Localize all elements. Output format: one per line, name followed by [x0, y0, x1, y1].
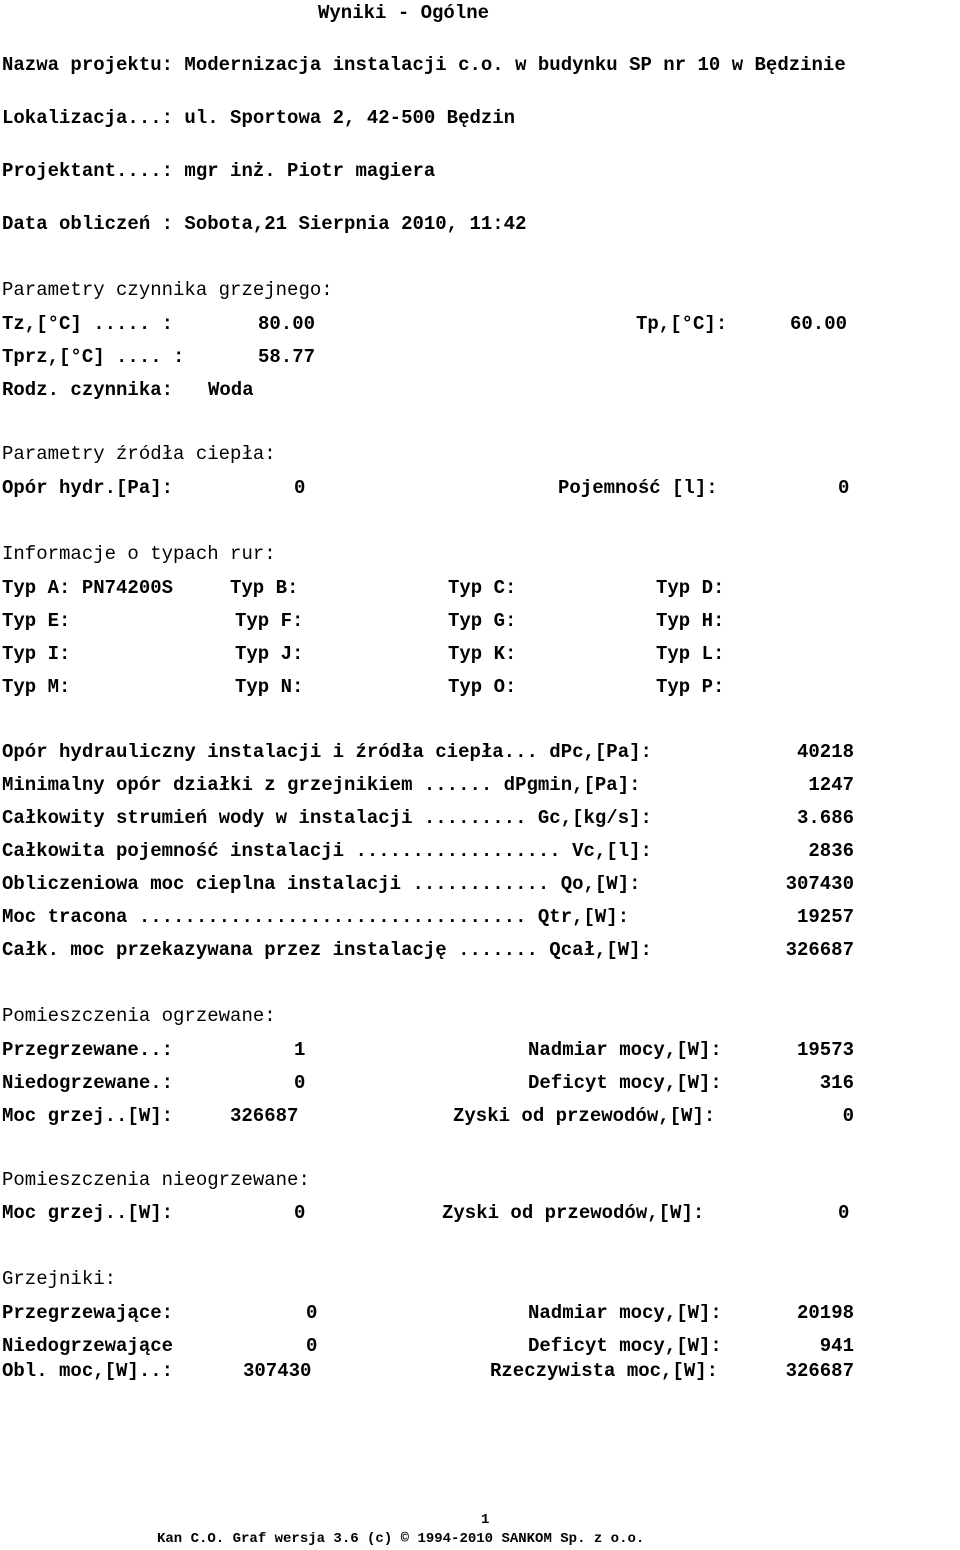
summary-value: 3.686 [796, 807, 854, 829]
overheating-radiators-label: Przegrzewające: [2, 1302, 174, 1324]
summary-value: 19257 [796, 906, 854, 928]
page-number: 1 [481, 1512, 490, 1528]
calculated-power-label: Obl. moc,[W]..: [2, 1360, 174, 1382]
unheated-power-value: 0 [294, 1202, 306, 1224]
overheating-radiators-value: 0 [306, 1302, 318, 1324]
underheating-radiators-value: 0 [306, 1335, 318, 1357]
source-capacity-value: 0 [838, 477, 850, 499]
page-title: Wyniki - Ogólne [318, 2, 490, 24]
pipe-type-cell: Typ K: [448, 643, 517, 665]
radiator-excess-label: Nadmiar mocy,[W]: [528, 1302, 722, 1324]
overheated-label: Przegrzewane..: [2, 1039, 174, 1061]
radiators-heading: Grzejniki: [2, 1268, 117, 1290]
radiator-deficit-value: 941 [819, 1335, 854, 1357]
unheated-rooms-heading: Pomieszczenia nieogrzewane: [2, 1169, 310, 1191]
radiator-deficit-label: Deficyt mocy,[W]: [528, 1335, 722, 1357]
summary-label: Całkowita pojemność instalacji .................. Vc,[l]: [2, 840, 652, 862]
radiator-excess-value: 20198 [796, 1302, 854, 1324]
unheated-power-label: Moc grzej..[W]: [2, 1202, 174, 1224]
source-resistance-label: Opór hydr.[Pa]: [2, 477, 174, 499]
pipe-type-cell: Typ N: [235, 676, 304, 698]
pipe-type-cell: Typ E: [2, 610, 71, 632]
pipe-type-cell: Typ O: [448, 676, 517, 698]
summary-label: Opór hydrauliczny instalacji i źródła ciepła... dPc,[Pa]: [2, 741, 652, 763]
medium-value: Woda [208, 379, 254, 401]
pipe-type-cell: Typ G: [448, 610, 517, 632]
excess-power-value: 19573 [796, 1039, 854, 1061]
summary-value: 326687 [785, 939, 854, 961]
pipe-type-cell: Typ B: [230, 577, 299, 599]
heat-source-heading: Parametry źródła ciepła: [2, 443, 276, 465]
actual-power-label: Rzeczywista moc,[W]: [490, 1360, 719, 1382]
unheated-gains-value: 0 [838, 1202, 850, 1224]
project-designer: Projektant....: mgr inż. Piotr magiera [2, 160, 436, 182]
calculated-power-value: 307430 [243, 1360, 312, 1382]
pipe-types-heading: Informacje o typach rur: [2, 543, 276, 565]
summary-label: Moc tracona .................................. Qtr,[W]: [2, 906, 630, 928]
tprz-label: Tprz,[°C] .... : [2, 346, 185, 368]
radiator-power-label: Moc grzej..[W]: [2, 1105, 174, 1127]
pipe-type-cell: Typ C: [448, 577, 517, 599]
pipe-type-cell: Typ I: [2, 643, 71, 665]
project-name: Nazwa projektu: Modernizacja instalacji c.o. w budynku SP nr 10 w Będzinie [2, 54, 846, 76]
heated-rooms-heading: Pomieszczenia ogrzewane: [2, 1005, 276, 1027]
summary-label: Obliczeniowa moc cieplna instalacji ............ Qo,[W]: [2, 873, 641, 895]
tz-value: 80.00 [258, 313, 316, 335]
power-deficit-label: Deficyt mocy,[W]: [528, 1072, 722, 1094]
pipe-gains-label: Zyski od przewodów,[W]: [453, 1105, 716, 1127]
underheated-label: Niedogrzewane.: [2, 1072, 174, 1094]
summary-label: Całk. moc przekazywana przez instalację ....... Qcał,[W]: [2, 939, 652, 961]
tz-label: Tz,[°C] ..... : [2, 313, 174, 335]
pipe-gains-value: 0 [842, 1105, 854, 1127]
summary-value: 307430 [785, 873, 854, 895]
summary-value: 1247 [808, 774, 854, 796]
pipe-type-cell: Typ P: [656, 676, 725, 698]
unheated-gains-label: Zyski od przewodów,[W]: [442, 1202, 705, 1224]
project-location: Lokalizacja...: ul. Sportowa 2, 42-500 Będzin [2, 107, 516, 129]
summary-value: 2836 [808, 840, 854, 862]
software-footer: Kan C.O. Graf wersja 3.6 (c) © 1994-2010 SANKOM Sp. z o.o. [157, 1531, 645, 1547]
pipe-type-cell: Typ J: [235, 643, 304, 665]
actual-power-value: 326687 [785, 1360, 854, 1382]
underheated-value: 0 [294, 1072, 306, 1094]
pipe-type-cell: Typ D: [656, 577, 725, 599]
pipe-type-cell: Typ A: PN74200S [2, 577, 174, 599]
summary-label: Całkowity strumień wody w instalacji ......... Gc,[kg/s]: [2, 807, 652, 829]
tprz-value: 58.77 [258, 346, 316, 368]
source-resistance-value: 0 [294, 477, 306, 499]
power-deficit-value: 316 [819, 1072, 854, 1094]
excess-power-label: Nadmiar mocy,[W]: [528, 1039, 722, 1061]
tp-value: 60.00 [790, 313, 848, 335]
medium-label: Rodz. czynnika: [2, 379, 174, 401]
summary-label: Minimalny opór działki z grzejnikiem ...... dPgmin,[Pa]: [2, 774, 641, 796]
pipe-type-cell: Typ L: [656, 643, 725, 665]
pipe-type-cell: Typ M: [2, 676, 71, 698]
heating-medium-heading: Parametry czynnika grzejnego: [2, 279, 333, 301]
underheating-radiators-label: Niedogrzewające [2, 1335, 174, 1357]
radiator-power-value: 326687 [230, 1105, 299, 1127]
source-capacity-label: Pojemność [l]: [558, 477, 718, 499]
tp-label: Tp,[°C]: [636, 313, 728, 335]
calculation-date: Data obliczeń : Sobota,21 Sierpnia 2010, 11:42 [2, 213, 527, 235]
pipe-type-cell: Typ H: [656, 610, 725, 632]
summary-value: 40218 [796, 741, 854, 763]
pipe-type-cell: Typ F: [235, 610, 304, 632]
overheated-value: 1 [294, 1039, 306, 1061]
